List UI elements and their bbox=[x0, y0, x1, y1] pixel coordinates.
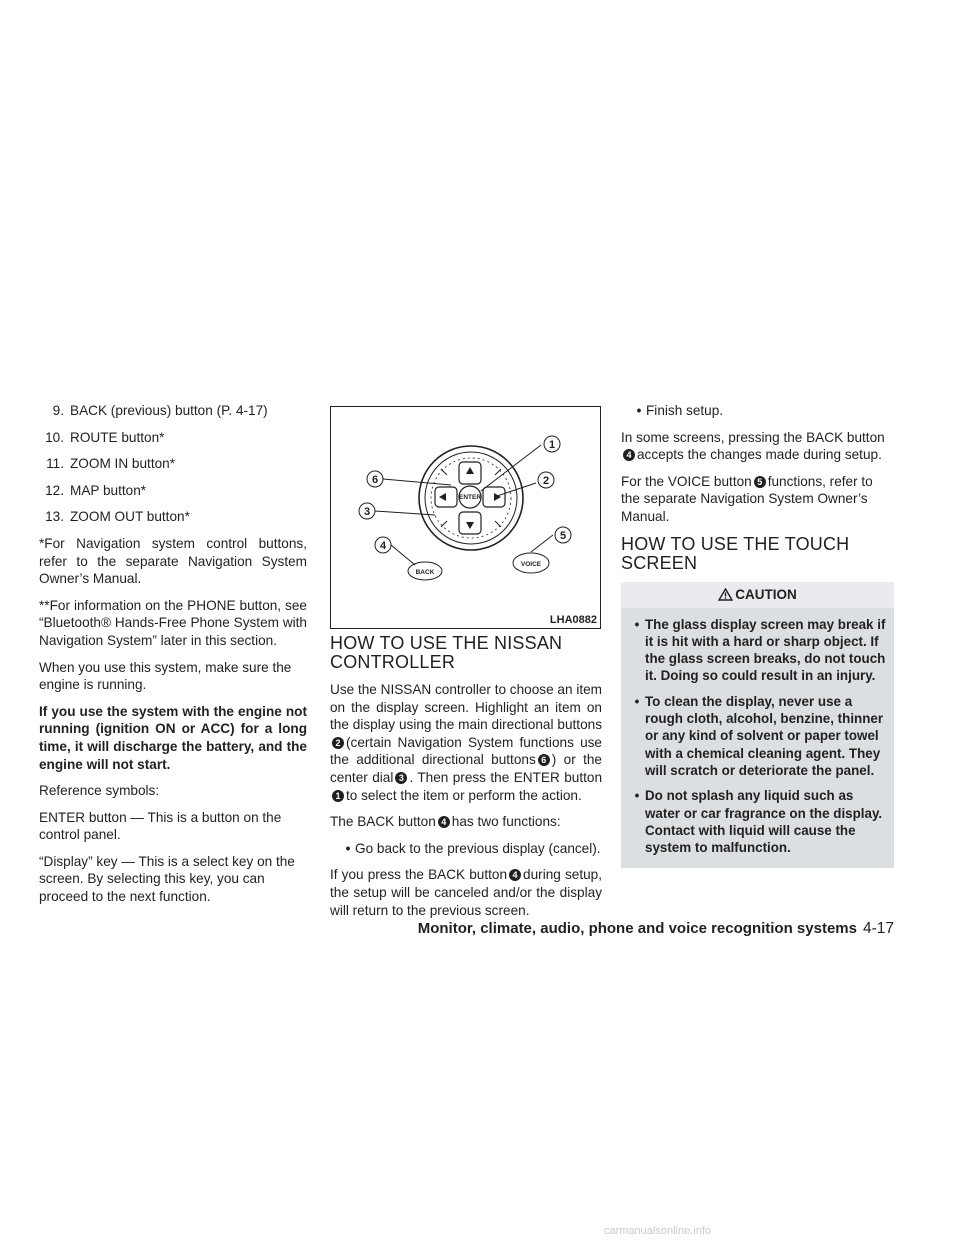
ref-6-icon: 6 bbox=[538, 754, 550, 766]
caution-item: • The glass display screen may break if it is hit with a hard or sharp object. If the glass screen breaks, do not touch it. Doing so could result in an injury. bbox=[629, 616, 887, 685]
bullet-icon: • bbox=[634, 788, 640, 804]
enter-label: ENTER bbox=[458, 494, 482, 501]
voice-label: VOICE bbox=[520, 561, 542, 568]
figure-id: LHA0882 bbox=[549, 614, 597, 626]
column-right bbox=[621, 402, 894, 868]
controller-paragraph: Use the NISSAN controller to choose an item on the display screen. Highlight an item on the display using the main directional buttons2 (certain Navigation System functions use the additional directional buttons 6 ) or the center dial 3 . Then press the ENTER button1 to select the item or perform the action. bbox=[330, 682, 603, 803]
caution-box bbox=[621, 582, 894, 869]
back-setup-paragraph: If you press the BACK button 4 during setup, the setup will be canceled and/or the display will return to the previous screen. bbox=[330, 867, 602, 918]
controller-illustration bbox=[330, 406, 601, 629]
bullet-icon: • bbox=[634, 693, 640, 709]
callout-6: 6 bbox=[371, 474, 379, 486]
engine-note: When you use this system, make sure the engine is running. bbox=[39, 659, 292, 693]
list-item: 9. BACK (previous) button (P. 4-17) bbox=[52, 403, 268, 418]
callout-2: 2 bbox=[542, 475, 550, 487]
ref-4-icon: 4 bbox=[438, 816, 450, 828]
voice-paragraph: For the VOICE button 5 functions, refer to the separate Navigation System Owner’s Manual. bbox=[621, 473, 873, 524]
page-number: 4-17 bbox=[862, 920, 894, 937]
callout-3: 3 bbox=[363, 506, 371, 518]
list-item: 13. ZOOM OUT button* bbox=[45, 509, 190, 525]
bullet-icon: • bbox=[636, 403, 642, 418]
nav-note: *For Navigation system control buttons, refer to the separate Navigation System Owner’s Manual. bbox=[39, 535, 307, 587]
section-heading-controller: HOW TO USE THE NISSAN CONTROLLER bbox=[330, 633, 563, 672]
ref-4-icon: 4 bbox=[509, 869, 521, 881]
ref-5-icon: 5 bbox=[754, 476, 766, 488]
reference-symbols: Reference symbols: bbox=[39, 783, 160, 799]
ref-3-icon: 3 bbox=[395, 772, 407, 784]
enter-button-definition: ENTER button — This is a button on the control panel. bbox=[39, 809, 282, 843]
controller-diagram bbox=[331, 407, 599, 627]
back-label: BACK bbox=[415, 569, 435, 576]
battery-warning: If you use the system with the engine not running (ignition ON or ACC) for a long time, it will discharge the battery, and the engine will not start. bbox=[39, 703, 307, 772]
section-heading-touch-screen: HOW TO USE THE TOUCH SCREEN bbox=[621, 533, 850, 573]
column-middle bbox=[330, 634, 602, 928]
ref-4-icon: 4 bbox=[623, 449, 635, 461]
back-accept-paragraph: In some screens, pressing the BACK button4 accepts the changes made during setup. bbox=[621, 429, 885, 463]
ref-1-icon: 1 bbox=[332, 790, 344, 802]
column-left bbox=[39, 402, 307, 915]
callout-4: 4 bbox=[379, 540, 387, 552]
watermark: carmanualsonline.info bbox=[604, 1225, 712, 1237]
list-item: 10. ROUTE button* bbox=[45, 429, 165, 445]
section-title: Monitor, climate, audio, phone and voice recognition systems bbox=[417, 920, 857, 937]
list-item: • Go back to the previous display (cancel). bbox=[330, 840, 602, 858]
back-functions-intro: The BACK button 4 has two functions: bbox=[330, 814, 561, 830]
caution-header: CAUTION bbox=[621, 582, 894, 608]
callout-5: 5 bbox=[559, 530, 567, 542]
ref-2-icon: 2 bbox=[332, 737, 344, 749]
caution-item: • Do not splash any liquid such as water or car fragrance on the display. Contact with liquid will cause the system to malfunction. bbox=[629, 787, 887, 856]
phone-note: **For information on the PHONE button, see “Bluetooth® Hands-Free Phone System with Navigation System” later in this section. bbox=[39, 597, 307, 648]
bullet-icon: • bbox=[345, 840, 351, 856]
list-item: • Finish setup. bbox=[621, 402, 894, 420]
warning-triangle-icon bbox=[718, 588, 733, 601]
callout-1: 1 bbox=[548, 439, 556, 451]
list-item: 11. ZOOM IN button* bbox=[46, 456, 176, 472]
bullet-icon: • bbox=[634, 616, 640, 632]
page-footer bbox=[418, 920, 894, 938]
list-item: 12. MAP button* bbox=[45, 482, 147, 498]
caution-item: • To clean the display, never use a rough cloth, alcohol, benzine, thinner or any kind of solvent or paper towel with a chemical cleaning agent. They will scratch or deteriorate the panel. bbox=[629, 693, 887, 779]
display-key-definition: “Display” key — This is a select key on the screen. By selecting this key, you can proceed to the next function. bbox=[39, 853, 295, 905]
